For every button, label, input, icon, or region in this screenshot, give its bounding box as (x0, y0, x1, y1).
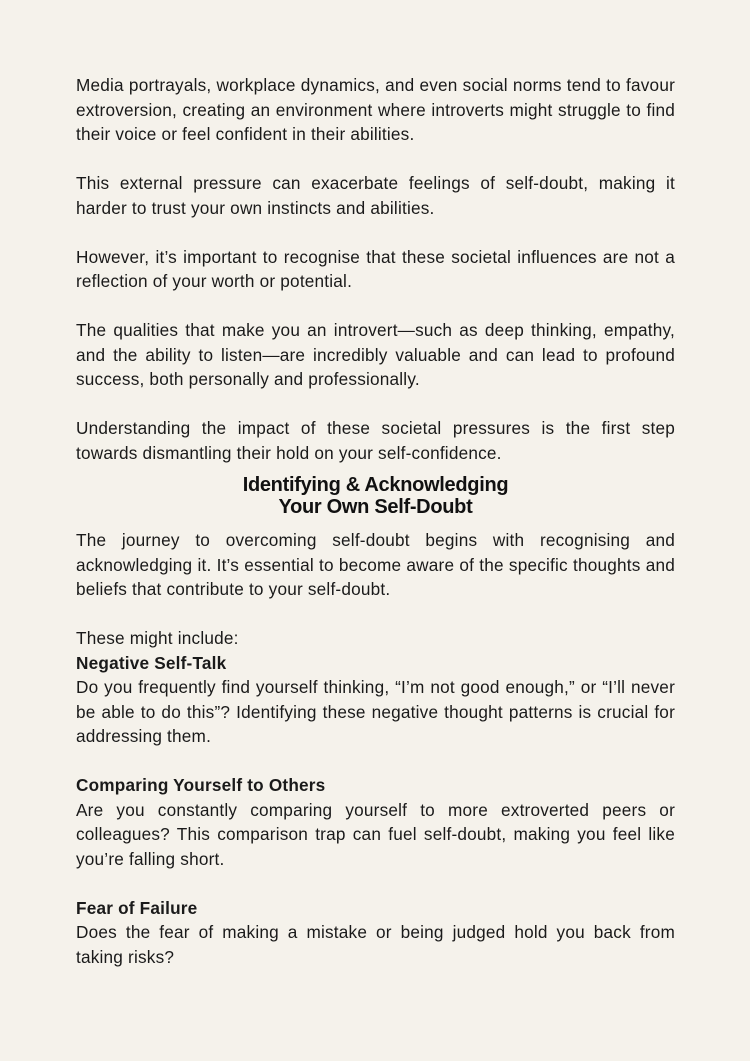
paragraph-qualities: The qualities that make you an introvert—such as deep thinking, empathy, and the ability to listen—are incredibly valuable and can lead to profound success, both personally and professionally. (76, 320, 675, 389)
section-intro: The journey to overcoming self-doubt begins with recognising and acknowledging it. It’s essential to become aware of the specific thoughts and beliefs that contribute to your self-doubt. (76, 530, 675, 599)
item-title-fear-of-failure: Fear of Failure (76, 897, 198, 918)
heading-line-1: Identifying & Acknowledging (242, 474, 509, 496)
paragraph-understanding: Understanding the impact of these societal pressures is the first step towards dismantling their hold on your self-confidence. (76, 418, 675, 463)
section-heading (76, 474, 675, 518)
paragraph-media-portrayals: Media portrayals, workplace dynamics, and even social norms tend to favour extroversion, creating an environment where introverts might struggle to find their voice or feel confident in their abilities. (76, 75, 675, 144)
paragraph-external-pressure: This external pressure can exacerbate feelings of self-doubt, making it harder to trust your own instincts and abilities. (76, 173, 675, 218)
heading-line-2: Your Own Self-Doubt (278, 496, 473, 518)
item-body-fear-of-failure: Does the fear of making a mistake or being judged hold you back from taking risks? (76, 922, 675, 967)
list-lead: These might include: (76, 628, 239, 648)
paragraph-however: However, it’s important to recognise that these societal influences are not a reflection of your worth or potential. (76, 246, 675, 291)
page-content (76, 73, 675, 969)
item-title-comparing: Comparing Yourself to Others (76, 775, 326, 795)
item-title-negative-self-talk: Negative Self-Talk (76, 652, 227, 673)
item-body-negative-self-talk: Do you frequently find yourself thinking, “I’m not good enough,” or “I’ll never be able to do this”? Identifying these negative thought patterns is crucial for addressing them. (76, 677, 675, 746)
item-body-comparing: Are you constantly comparing yourself to more extroverted peers or colleagues? This comparison trap can fuel self-doubt, making you feel like you’re falling short. (76, 799, 675, 869)
